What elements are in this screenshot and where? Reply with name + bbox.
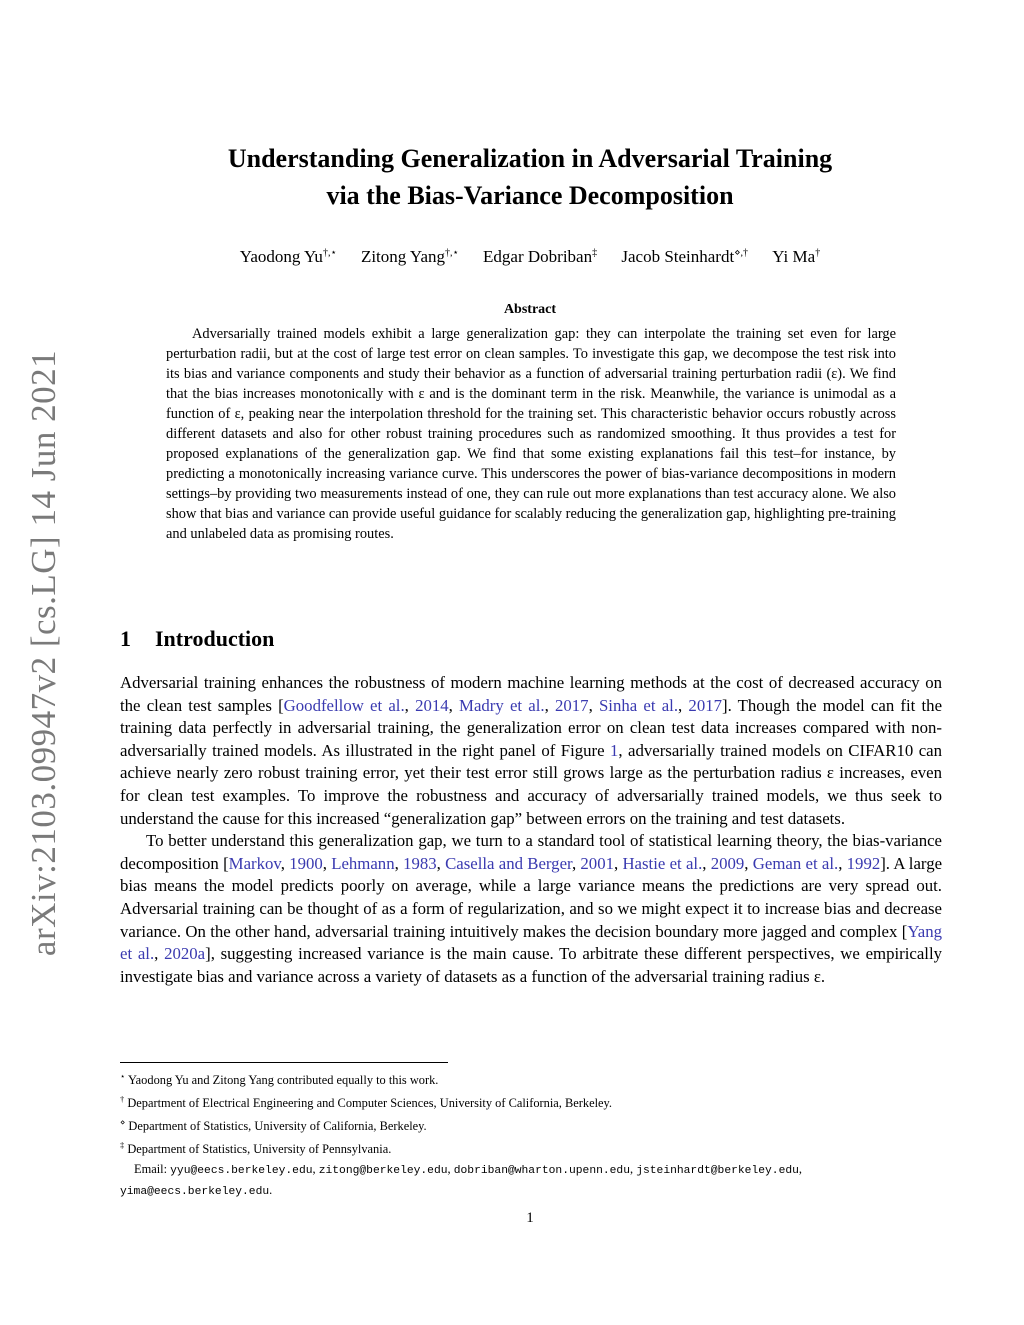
text-run: , (571, 853, 581, 873)
citation-link[interactable]: 2009 (710, 853, 745, 873)
abstract-body (166, 324, 896, 544)
author-name: Yaodong Yu (239, 247, 323, 266)
text-run: , adversarially trained models on CIFAR10 can achieve nearly zero robust training error, yet their test error still grows large as the perturbation radius ε increases, even for clean test examples. To improve the robustness and accuracy of adversarially trained models, we thus seek to understand the cause for this increased “generalization gap” between errors on the training and test datasets. (120, 740, 942, 828)
paragraph (120, 672, 942, 830)
text-run: , (613, 853, 623, 873)
text-run: , (588, 695, 599, 715)
citation-link[interactable]: 2017 (688, 695, 722, 715)
section-heading-introduction (120, 626, 274, 652)
citation-link[interactable]: 2020a (164, 944, 206, 964)
author (483, 247, 597, 266)
separator: , (447, 1161, 454, 1176)
text-run: , (678, 695, 689, 715)
email-link[interactable]: dobriban@wharton.upenn.edu (453, 1164, 630, 1177)
text-run: , (744, 853, 753, 873)
citation-link[interactable]: Madry et al. (459, 695, 545, 715)
author-name: Zitong Yang (360, 247, 446, 266)
author (772, 247, 820, 266)
text-run: , (322, 853, 332, 873)
footnotes (120, 1067, 950, 1202)
citation-link[interactable]: Goodfellow et al. (283, 695, 405, 715)
citation-link[interactable]: Casella and Berger (445, 853, 572, 873)
arxiv-sidebar-stamp (22, 349, 66, 956)
footnote-text: Department of Statistics, University of California, Berkeley. (125, 1119, 427, 1134)
page-number: 1 (526, 1210, 534, 1226)
citation-link[interactable]: 2001 (580, 853, 614, 873)
citation-link[interactable]: Yang et al. (120, 921, 942, 964)
author-name: Yi Ma (772, 247, 816, 266)
email-link[interactable]: yyu@eecs.berkeley.edu (170, 1164, 313, 1177)
author (621, 247, 748, 266)
citation-link[interactable]: Markov (228, 853, 281, 873)
email-label: Email: (134, 1161, 171, 1176)
author (361, 247, 459, 266)
footnote-text: Department of Electrical Engineering and Computer Sciences, University of California, Berkeley. (124, 1096, 613, 1111)
separator: , (312, 1161, 319, 1176)
separator: , (798, 1161, 803, 1176)
abstract-heading: Abstract (503, 302, 557, 317)
footnote-rule (120, 1062, 448, 1063)
paragraph (120, 830, 942, 988)
email-link[interactable]: zitong@berkeley.edu (318, 1164, 448, 1177)
citation-link[interactable]: Sinha et al. (598, 695, 679, 715)
abstract-text: Adversarially trained models exhibit a large generalization gap: they can interpolate the training set even for large perturbation radii, but at the cost of large test error on clean samples. To investigate this gap, we decompose the test risk into its bias and variance components and study their behavior as a function of adversarial training perturbation radii (ε). We find that the bias increases monotonically with ε and is the dominant term in the risk. Meanwhile, the variance is unimodal as a function of ε, peaking near the interpolation threshold for the training set. This characteristic behavior occurs robustly across different datasets and also for other robust training procedures such as randomized smoothing. It thus provides a test for proposed explanations of the generalization gap. We find that some existing explanations fail this test–for instance, by predicting a monotonically increasing variance curve. This underscores the power of bias-variance decompositions in modern settings–by providing two measurements instead of one, they can rule out more explanations than test accuracy alone. We also show that bias and variance can provide useful guidance for scalably reducing the generalization gap, highlighting pre-training and unlabeled data as promising routes. (166, 326, 896, 542)
text-run: ]. Though the model can fit the training data perfectly in adversarial training, the generalization error on clean test data increases compared with non-adversarially trained models. As illustrated in the right panel of Figure (120, 695, 943, 760)
author-affiliation-mark: †,⋆ (322, 247, 337, 259)
footnote-emails-continued (120, 1181, 950, 1202)
author-affiliation-mark: ‡ (592, 247, 598, 259)
text-run: , (404, 695, 416, 715)
author-affiliation-mark: †,⋆ (445, 247, 459, 259)
author-list (120, 247, 940, 267)
footnote-text: Yaodong Yu and Zitong Yang contributed equally to this work. (125, 1073, 439, 1088)
paper-title (120, 140, 940, 214)
author-affiliation-mark: ⋄,† (734, 247, 748, 259)
text-run: ], suggesting increased variance is the main cause. To arbitrate these different perspectives, we empirically investigate bias and variance across a variety of datasets as a function of the adversarial training radius ε. (120, 944, 942, 986)
author-name: Edgar Dobriban (483, 247, 593, 266)
section-number: 1 (120, 626, 131, 651)
footnote-equal-contribution (120, 1067, 950, 1090)
citation-link[interactable]: 1900 (289, 853, 323, 873)
footnote-text: Department of Statistics, University of Pennsylvania. (124, 1142, 392, 1157)
text-run: Adversarial training enhances the robustness of modern machine learning methods at the cost of decreased accuracy on the clean test samples [ (120, 673, 942, 715)
separator: . (269, 1182, 273, 1197)
footnote-mark: ⋆ (120, 1071, 126, 1081)
footnote-mark: ⋄ (120, 1117, 126, 1128)
title-line-1: Understanding Generalization in Adversarial Training (227, 144, 833, 173)
introduction-body (120, 672, 942, 988)
author (240, 247, 337, 266)
citation-link[interactable]: 2014 (415, 695, 449, 715)
arxiv-id-text: arXiv:2103.09947v2 [cs.LG] 14 Jun 2021 (24, 349, 63, 956)
text-run: ]. A large bias means the model predicts poorly on average, while a large variance means the predictions are very spread out. Adversarial training can be thought of as a form of regularization, and so we might expect it to increase bias and decrease variance. On the other hand, adversarial training intuitively makes the decision boundary more jagged and complex [ (120, 853, 943, 941)
text-run: , (448, 695, 460, 715)
citation-link[interactable]: 1983 (403, 853, 437, 873)
citation-link[interactable]: Geman et al. (752, 853, 839, 873)
citation-link[interactable]: Lehmann (331, 853, 395, 873)
footnote-mark: † (120, 1094, 125, 1105)
text-run: , (394, 853, 404, 873)
text-run: To better understand this generalization gap, we turn to a standard tool of statistical learning theory, the bias-variance decomposition [ (120, 831, 942, 873)
author-affiliation-mark: † (815, 247, 821, 259)
figure-reference-link[interactable]: 1 (610, 740, 619, 760)
citation-link[interactable]: 1992 (846, 853, 881, 873)
text-run: , (544, 695, 555, 715)
separator: , (630, 1161, 637, 1176)
text-run: , (436, 853, 446, 873)
citation-link[interactable]: Hastie et al. (622, 853, 703, 873)
text-run: , (702, 853, 711, 873)
footnote-emails (120, 1160, 950, 1181)
footnote-affiliation (120, 1090, 950, 1113)
footnote-affiliation (120, 1136, 950, 1159)
footnote-affiliation (120, 1113, 950, 1136)
title-line-2: via the Bias-Variance Decomposition (326, 181, 734, 210)
section-title: Introduction (155, 626, 275, 651)
citation-link[interactable]: 2017 (555, 695, 589, 715)
text-run: , (838, 853, 847, 873)
text-run: , (280, 853, 290, 873)
email-link[interactable]: jsteinhardt@berkeley.edu (636, 1164, 799, 1177)
email-link[interactable]: yima@eecs.berkeley.edu (120, 1185, 270, 1198)
text-run: , (154, 944, 165, 964)
author-name: Jacob Steinhardt (621, 247, 735, 266)
footnote-mark: ‡ (120, 1140, 125, 1151)
